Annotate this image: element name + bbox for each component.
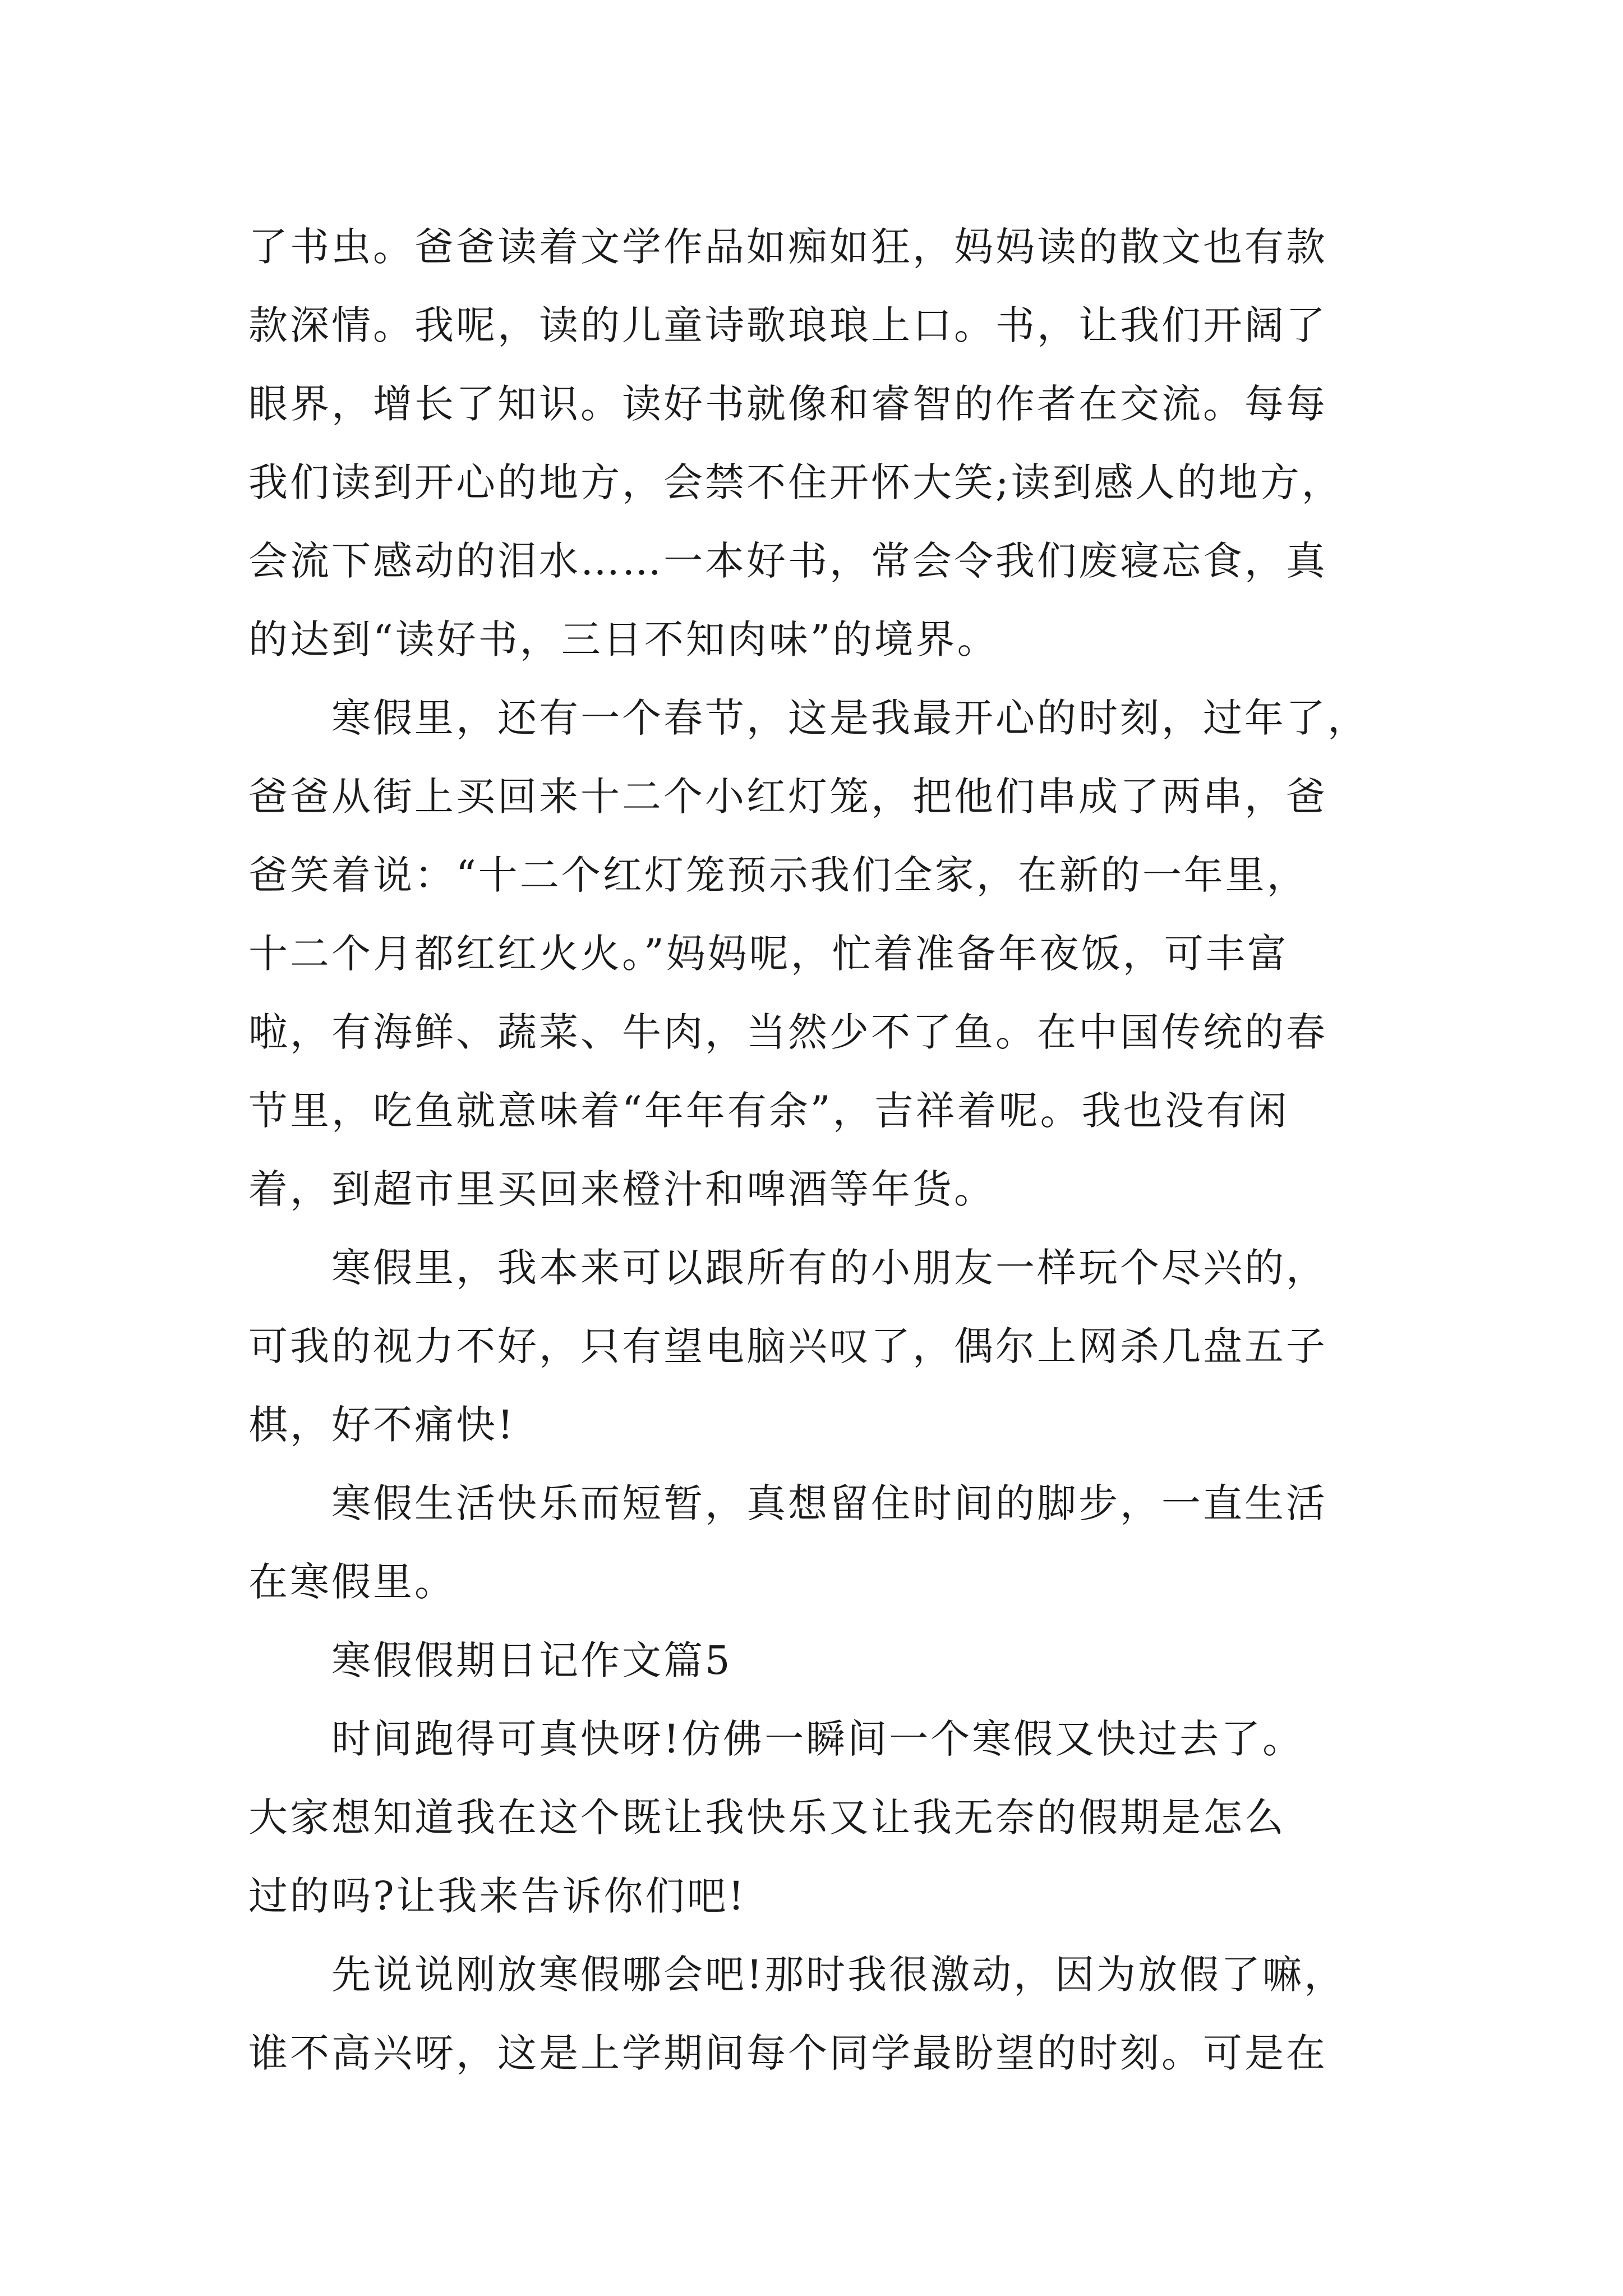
text-line: 爸笑着说：“十二个红灯笼预示我们全家，在新的一年里， [248,852,1308,898]
paragraph-start: 先说说刚放寒假哪会吧!那时我很激动，因为放假了嘛， [331,1952,1346,1998]
text-line: 棋，好不痛快! [248,1402,516,1448]
text-line: 过的吗?让我来告诉你们吧! [248,1873,746,1919]
text-line: 节里，吃鱼就意味着“年年有余”，吉祥着呢。我也没有闲 [248,1088,1289,1134]
paragraph-start: 寒假里，我本来可以跟所有的小朋友一样玩个尽兴的， [331,1245,1327,1291]
text-line: 大家想知道我在这个既让我快乐又让我无奈的假期是怎么 [248,1795,1286,1841]
text-line: 爸爸从街上买回来十二个小红灯笼，把他们串成了两串，爸 [248,774,1327,820]
text-line: 可我的视力不好，只有望电脑兴叹了，偶尔上网杀几盘五子 [248,1323,1327,1369]
text-line: 啦，有海鲜、蔬菜、牛肉，当然少不了鱼。在中国传统的春 [248,1009,1327,1055]
text-line: 谁不高兴呀，这是上学期间每个同学最盼望的时刻。可是在 [248,2030,1327,2076]
paragraph-start: 寒假生活快乐而短暂，真想留住时间的脚步，一直生活 [331,1480,1327,1526]
text-line: 款深情。我呢，读的儿童诗歌琅琅上口。书，让我们开阔了 [248,302,1327,348]
text-line: 我们读到开心的地方，会禁不住开怀大笑;读到感人的地方， [248,459,1343,505]
text-line: 着，到超市里买回来橙汁和啤酒等年货。 [248,1166,995,1212]
text-line: 在寒假里。 [248,1559,456,1605]
text-line: 眼界，增长了知识。读好书就像和睿智的作者在交流。每每 [248,381,1327,427]
body-text [248,208,1387,2092]
paragraph-start: 寒假里，还有一个春节，这是我最开心的时刻，过年了， [331,695,1369,741]
text-line: 会流下感动的泪水……一本好书，常会令我们废寝忘食，真 [248,538,1327,584]
paragraph-start: 时间跑得可真快呀!仿佛一瞬间一个寒假又快过去了。 [331,1716,1304,1762]
text-line: 十二个月都红红火火。”妈妈呢，忙着准备年夜饭，可丰富 [248,931,1289,977]
section-heading: 寒假假期日记作文篇5 [331,1637,732,1683]
text-line: 了书虫。爸爸读着文学作品如痴如狂，妈妈读的散文也有款 [248,224,1327,270]
text-line: 的达到“读好书，三日不知肉味”的境界。 [248,616,999,662]
